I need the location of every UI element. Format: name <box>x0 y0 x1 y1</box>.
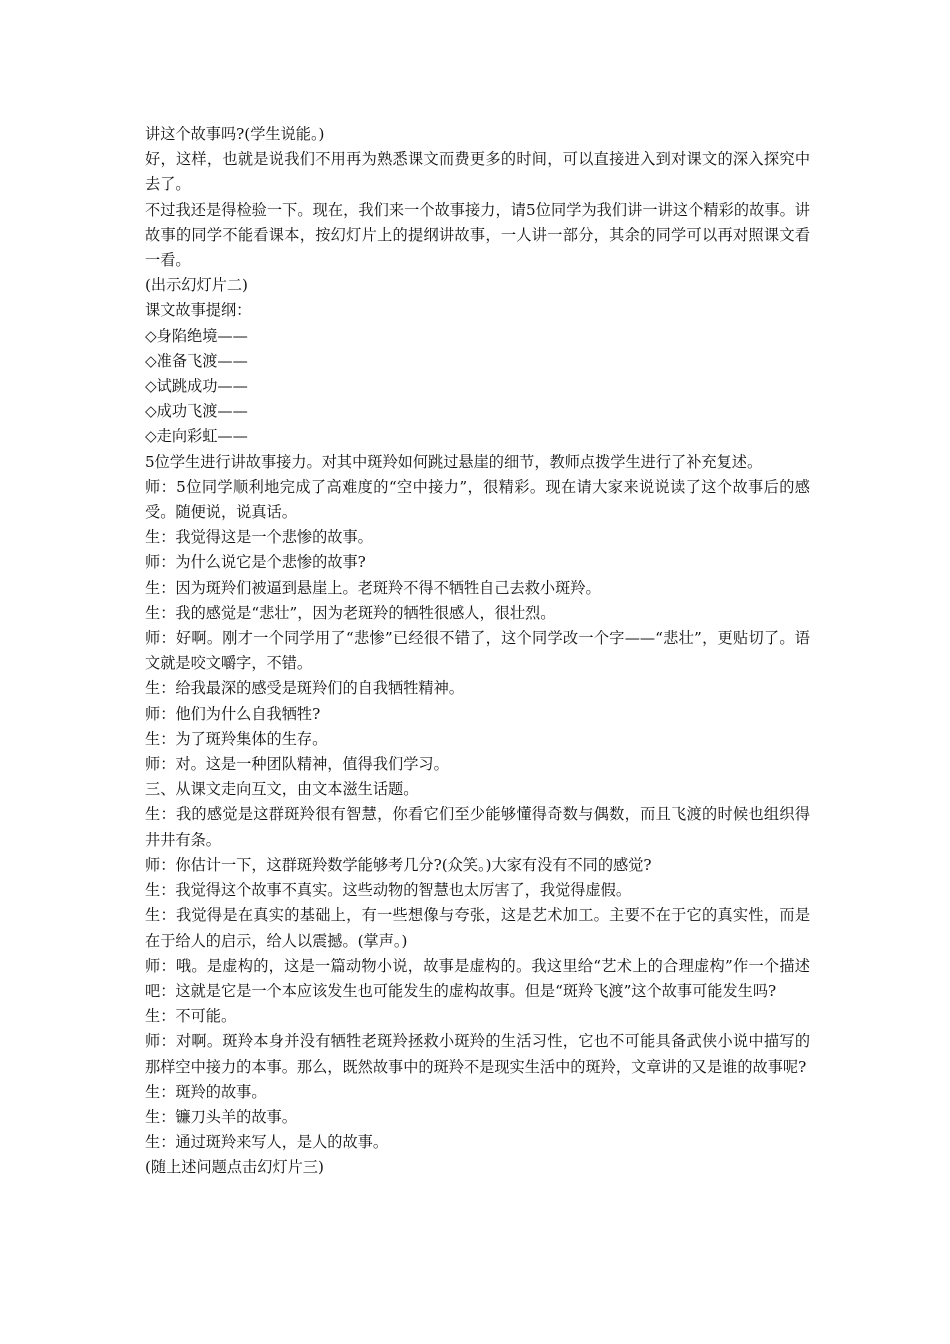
outline-item: ◇身陷绝境—— <box>145 326 248 345</box>
dialogue-line: 师：他们为什么自我牺牲? <box>145 704 321 723</box>
outline-item: ◇试跳成功—— <box>145 377 248 396</box>
dialogue-line: 生：斑羚的故事。 <box>145 1082 267 1101</box>
paragraph: 不过我还是得检验一下。现在，我们来一个故事接力，请5位同学为我们讲一讲这个精彩的故事。讲故事的同学不能看课本，按幻灯片上的提纲讲故事，一人讲一部分，其余的同学可以再对照课文看一看。 <box>145 200 810 270</box>
dialogue-line: 生：我觉得这个故事不真实。这些动物的智慧也太厉害了，我觉得虚假。 <box>145 881 631 900</box>
dialogue-line: 生：为了斑羚集体的生存。 <box>145 729 328 748</box>
paragraph: (出示幻灯片二) <box>145 276 248 295</box>
dialogue-line: 师：你估计一下，这群斑羚数学能够考几分?(众笑。)大家有没有不同的感觉? <box>145 855 652 874</box>
dialogue-line: 师：5位同学顺利地完成了高难度的“空中接力”，很精彩。现在请大家来说说读了这个故事后的感受。随便说，说真话。 <box>145 477 810 522</box>
dialogue-line: 生：我觉得是在真实的基础上，有一些想像与夸张，这是艺术加工。主要不在于它的真实性，而是在于给人的启示，给人以震撼。(掌声。) <box>145 906 810 950</box>
dialogue-line: 师：哦。是虚构的，这是一篇动物小说，故事是虚构的。我这里给“艺术上的合理虚构”作一个描述吧：这就是它是一个本应该发生也可能发生的虚构故事。但是“斑羚飞渡”这个故事可能发生吗? <box>145 956 810 1000</box>
section-heading: 三、从课文走向互文，由文本滋生话题。 <box>145 780 419 799</box>
paragraph: (随上述问题点击幻灯片三) <box>145 1158 324 1177</box>
dialogue-line: 师：好啊。刚才一个同学用了“悲惨”已经很不错了，这个同学改一个字——“悲壮”，更贴切了。语文就是咬文嚼字，不错。 <box>145 629 810 673</box>
dialogue-line: 生：给我最深的感受是斑羚们的自我牺牲精神。 <box>145 679 464 698</box>
dialogue-line: 生：镰刀头羊的故事。 <box>145 1107 297 1126</box>
dialogue-line: 师：为什么说它是个悲惨的故事? <box>145 553 366 572</box>
dialogue-line: 生：因为斑羚们被逼到悬崖上。老斑羚不得不牺牲自己去救小斑羚。 <box>145 578 601 597</box>
outline-heading: 课文故事提纲： <box>145 301 252 320</box>
paragraph: 讲这个故事吗?(学生说能。) <box>145 125 325 143</box>
outline-item: ◇准备飞渡—— <box>145 351 248 370</box>
dialogue-line: 师：对啊。斑羚本身并没有牺牲老斑羚拯救小斑羚的生活习性，它也不可能具备武侠小说中描写的那样空中接力的本事。那么，既然故事中的斑羚不是现实生活中的斑羚，文章讲的又是谁的故事呢? <box>145 1032 810 1076</box>
paragraph: 5位学生进行讲故事接力。对其中斑羚如何跳过悬崖的细节，教师点拨学生进行了补充复述。 <box>145 452 763 471</box>
dialogue-line: 师：对。这是一种团队精神，值得我们学习。 <box>145 755 449 774</box>
dialogue-line: 生：我觉得这是一个悲惨的故事。 <box>145 528 373 547</box>
dialogue-line: 生：我的感觉是“悲壮”，因为老斑羚的牺牲很感人，很壮烈。 <box>145 603 556 622</box>
outline-item: ◇成功飞渡—— <box>145 402 248 421</box>
outline-item: ◇走向彩虹—— <box>145 427 248 446</box>
document-body <box>145 122 810 1181</box>
dialogue-line: 生：不可能。 <box>145 1007 237 1026</box>
paragraph: 好，这样，也就是说我们不用再为熟悉课文而费更多的时间，可以直接进入到对课文的深入探究中去了。 <box>145 150 810 194</box>
dialogue-line: 生：通过斑羚来写人，是人的故事。 <box>145 1133 388 1152</box>
dialogue-line: 生：我的感觉是这群斑羚很有智慧，你看它们至少能够懂得奇数与偶数，而且飞渡的时候也组织得井井有条。 <box>145 805 810 849</box>
